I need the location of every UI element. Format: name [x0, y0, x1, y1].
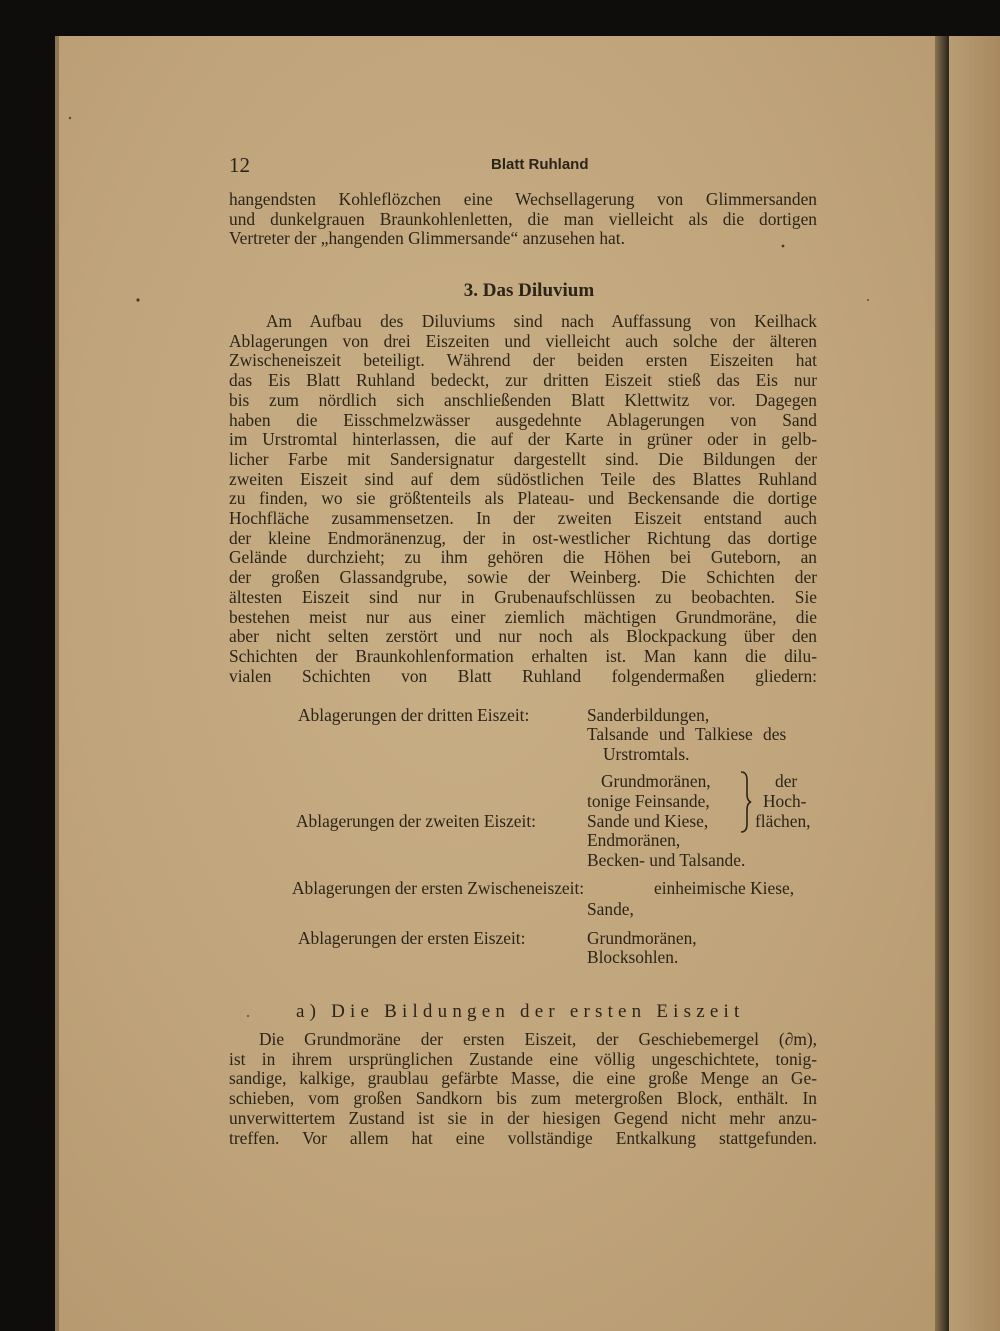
table-value: Blocksohlen.	[587, 947, 679, 967]
third-ice-age-label: Ablagerungen der dritten Eiszeit:	[298, 705, 530, 725]
table-value: einheimische Kiese,	[654, 878, 795, 898]
text-line: vialen Schichten von Blatt Ruhland folgendermaßen gliedern:	[229, 665, 817, 686]
text-line: Schichten der Braunkohlenformation erhalten ist. Man kann die dilu-	[229, 645, 817, 666]
second-ice-age-label: Ablagerungen der zweiten Eiszeit:	[296, 811, 536, 831]
text-line: Ablagerungen von drei Eiszeiten und vielleicht auch solche der älteren	[229, 330, 817, 351]
text-line: treffen. Vor allem hat eine vollständige Entkalkung stattgefunden.	[229, 1127, 817, 1148]
table-value: Sande,	[587, 899, 634, 919]
running-head: Blatt Ruhland	[491, 156, 589, 173]
text-line: der kleine Endmoränenzug, der in ost-westlicher Richtung das dortige	[229, 527, 817, 548]
text-line: schieben, vom großen Sandkorn bis zum metergroßen Block, enthält. In	[229, 1088, 817, 1109]
table-value: Urstromtals.	[603, 744, 690, 764]
text-line: ältesten Eiszeit sind nur in Grubenaufschlüssen zu beobachten. Sie	[229, 586, 817, 607]
text-line: Gelände durchzieht; zu ihm gehören die Höhen bei Guteborn, an	[229, 547, 817, 568]
section-title: 3. Das Diluvium	[463, 280, 595, 301]
text-line: hangendsten Kohleflözchen eine Wechsellagerung von Glimmersanden	[229, 189, 817, 209]
text-line: haben die Eisschmelzwässer ausgedehnte Ablagerungen von Sand	[229, 409, 817, 430]
text-line: bis zum nördlich sich anschließenden Blatt Klettwitz vor. Dagegen	[229, 389, 817, 410]
text-line: Hochfläche zusammensetzen. In der zweiten Eiszeit entstand auch	[229, 508, 817, 529]
text-line: und dunkelgrauen Braunkohlenletten, die man vielleicht als die dortigen	[229, 208, 817, 229]
intro-paragraph	[229, 190, 817, 249]
text-line: ist in ihrem ursprünglichen Zustande eine völlig ungeschichtete, tonig-	[229, 1048, 817, 1069]
first-ice-age-label: Ablagerungen der ersten Eiszeit:	[298, 928, 526, 948]
brace-label: Hoch-	[763, 791, 807, 811]
page-number: 12	[229, 153, 250, 177]
brace-label: flächen,	[755, 811, 811, 831]
section-paragraph	[229, 312, 817, 686]
text-line: aber nicht selten zerstört und nur noch als Blockpackung über den	[229, 626, 817, 647]
text-line: zweiten Eiszeit sind auf dem südöstlichen Teile des Blattes Ruhland	[229, 468, 817, 489]
text-line: Am Aufbau des Diluviums sind nach Auffassung von Keilhack	[266, 311, 817, 331]
text-line: Die Grundmoräne der ersten Eiszeit, der Geschiebemergel (∂m),	[259, 1029, 817, 1049]
table-value: Talsande und Talkiese des	[587, 724, 787, 744]
text-line: das Eis Blatt Ruhland bedeckt, zur dritten Eiszeit stieß das Eis nur	[229, 370, 817, 391]
subsection-title: a) Die Bildungen der ersten Eiszeit	[296, 1001, 745, 1022]
table-value: tonige Feinsande,	[587, 791, 710, 811]
text-line: unverwittertem Zustand ist sie in der hiesigen Gegend nicht mehr anzu-	[229, 1107, 817, 1128]
table-value: Grundmoränen,	[587, 928, 697, 948]
table-value: Becken- und Talsande.	[587, 850, 746, 870]
text-line: bestehen meist nur aus einer ziemlich mächtigen Grundmoräne, die	[229, 606, 817, 627]
brace-label: der	[775, 771, 798, 791]
table-value: Grundmoränen,	[601, 771, 711, 791]
text-line: zu finden, wo sie größtenteils als Plateau- und Beckensande die dortige	[229, 488, 817, 509]
page-header	[229, 150, 817, 180]
subsection-paragraph	[229, 1030, 817, 1148]
text-line: licher Farbe mit Sandersignatur dargestellt sind. Die Bildungen der	[229, 448, 817, 469]
text-line: Zwischeneiszeit beteiligt. Während der beiden ersten Eiszeiten hat	[229, 350, 817, 371]
text-line: Vertreter der „hangenden Glimmersande“ anzusehen hat.	[229, 228, 625, 249]
text-line: der großen Glassandgrube, sowie der Weinberg. Die Schichten der	[229, 567, 817, 588]
table-value: Sanderbildungen,	[587, 705, 710, 725]
table-value: Sande und Kiese,	[587, 811, 709, 831]
interglacial-label: Ablagerungen der ersten Zwischeneiszeit:	[292, 878, 585, 898]
text-line: sandige, kalkige, graublau gefärbte Masse, die eine große Menge an Ge-	[229, 1068, 817, 1089]
text-line: im Urstromtal hinterlassen, die auf der Karte in grüner oder in gelb-	[229, 429, 817, 450]
table-value: Endmoränen,	[587, 830, 681, 850]
curly-brace-icon	[733, 770, 757, 834]
